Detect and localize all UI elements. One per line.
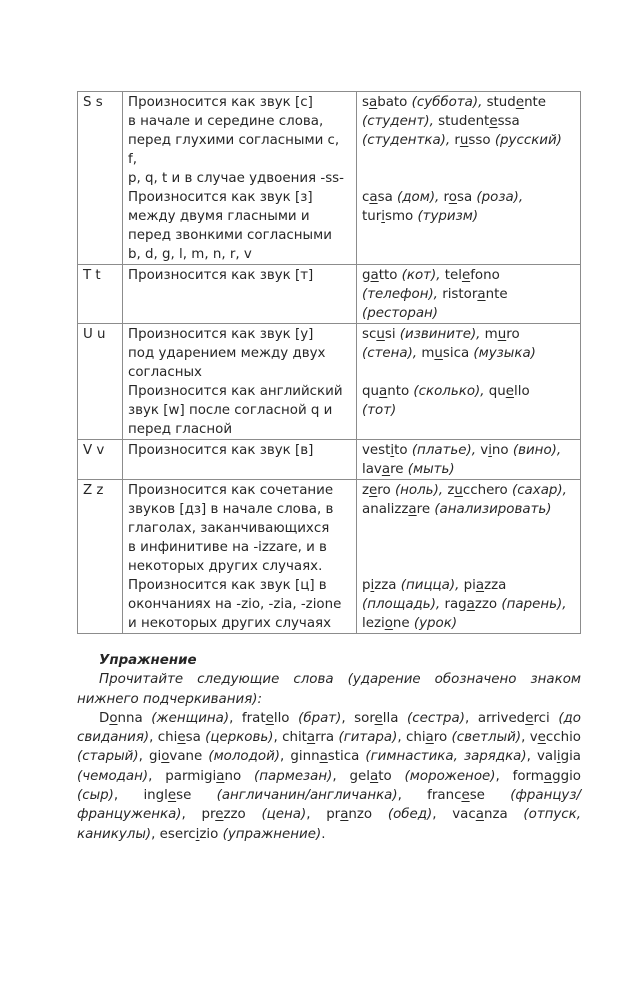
italian-word: inglese (143, 788, 192, 804)
example-line (362, 325, 575, 344)
stressed-vowel: a (425, 730, 434, 746)
example-line (362, 285, 575, 304)
stressed-vowel: a (216, 768, 225, 784)
rule-line: b, d, g, l, m, n, r, v (128, 247, 252, 262)
rule-line: звуков [дз] в начале слова, в (128, 502, 334, 517)
translation: (пицца), (396, 578, 460, 593)
italian-word: piazza (459, 578, 507, 593)
italian-word: sabato (362, 95, 408, 110)
rule-line: перед глухими согласными c, f, (128, 133, 340, 167)
examples-cell (357, 440, 581, 480)
italian-word: valigia (536, 749, 582, 765)
stressed-vowel: u (376, 327, 385, 342)
stressed-vowel: a (477, 287, 486, 302)
exercise-word: vacanza (отпуск, каникулы), (77, 807, 582, 842)
letter-cell: Z z (78, 480, 123, 634)
stressed-vowel: e (177, 730, 186, 746)
example-line (362, 460, 575, 479)
rule-line: Произносится как звук [ц] в (128, 578, 327, 593)
exercise-title: Упражнение (99, 653, 197, 668)
translation: (англичанин/англичанка) (216, 788, 398, 804)
stressed-vowel: a (475, 807, 484, 823)
translation: (сыр) (77, 788, 114, 804)
exercise-word: esercizio (упражнение). (159, 826, 326, 842)
italian-word: analizzare (362, 502, 431, 517)
italian-word: giovane (148, 749, 203, 765)
example-line (362, 401, 575, 420)
italian-word: ristorante (437, 287, 508, 302)
exercise-word: prezzo (цена), (201, 807, 327, 823)
translation: (сколько), (409, 384, 485, 399)
table-row (78, 440, 581, 480)
translation: (церковь) (205, 730, 274, 746)
italian-word: vestito (362, 443, 408, 458)
example-line (362, 382, 575, 401)
rule-line: в инфинитиве на -izzare, и в (128, 540, 327, 555)
translation: (вино), (508, 443, 562, 458)
rule-line: некоторых других случаях. (128, 559, 323, 574)
rule-line: в начале и середине слова, (128, 114, 324, 129)
italian-word: quello (484, 384, 530, 399)
translation: (стена), (362, 346, 418, 361)
exercise-word: chiesa (церковь), (157, 730, 283, 746)
stressed-vowel: e (461, 788, 470, 804)
exercise-word: valigia (чемодан), (77, 749, 582, 784)
italian-word: turismo (362, 209, 414, 224)
italian-word: muro (480, 327, 520, 342)
stressed-vowel: i (556, 749, 561, 765)
table-row (78, 265, 581, 324)
example-line (362, 500, 575, 519)
italian-word: parmigiano (165, 768, 242, 784)
exercise-word: sorella (сестра), (354, 710, 478, 726)
exercise-word: formaggio (сыр), (77, 768, 581, 804)
rule-line: звук [w] после согласной q и (128, 403, 333, 418)
stressed-vowel: i (195, 826, 200, 842)
rule-line: Произносится как звук [в] (128, 443, 314, 458)
italian-word: vino (476, 443, 509, 458)
rule-line: перед гласной (128, 422, 233, 437)
exercise-word: Donna (женщина), (99, 710, 242, 726)
translation: (обед) (387, 807, 433, 823)
stressed-vowel: a (408, 502, 417, 517)
rule-line: Произносится как сочетание (128, 483, 334, 498)
translation: (тот) (362, 403, 397, 418)
italian-word: gatto (362, 268, 398, 283)
table-row (78, 480, 581, 634)
translation: (брат) (298, 710, 342, 726)
examples-cell (357, 92, 581, 265)
stressed-vowel: u (497, 327, 507, 342)
exercise-word: chiaro (светлый), (405, 730, 530, 746)
translation: (музыка) (469, 346, 536, 361)
stressed-vowel: o (109, 710, 118, 726)
translation: (гитара) (338, 730, 398, 746)
letter-cell: U u (78, 324, 123, 440)
italian-word: musica (417, 346, 470, 361)
stressed-vowel: o (384, 616, 393, 631)
example-line (362, 188, 575, 207)
translation: (француз/француженка) (77, 788, 581, 823)
italian-word: esercizio (159, 826, 219, 842)
exercise-word: arrivederci (до свидания), (77, 710, 582, 746)
italian-word: sorella (354, 710, 399, 726)
translation: (студент), (362, 114, 434, 129)
translation: (ноль), (390, 483, 444, 498)
example-line (362, 304, 575, 323)
stressed-vowel: a (369, 768, 379, 784)
example-line (362, 344, 575, 363)
italian-word: zero (362, 483, 391, 498)
italian-word: pranzo (326, 807, 373, 823)
rule-line: Произносится как звук [с] (128, 95, 313, 110)
exercise-section (77, 651, 581, 844)
italian-word: prezzo (201, 807, 246, 823)
stressed-vowel: e (525, 710, 534, 726)
translation: (площадь), (362, 597, 441, 612)
translation: (чемодан) (77, 768, 149, 784)
rule-cell (123, 92, 357, 265)
pronunciation-table (77, 91, 581, 634)
rule-line: под ударением между двух (128, 346, 326, 361)
rule-line: Произносится как звук [т] (128, 268, 314, 283)
translation: (светлый) (451, 730, 522, 746)
table-row (78, 92, 581, 265)
rule-line: Произносится как звук [у] (128, 327, 314, 342)
italian-word: chiaro (405, 730, 448, 746)
italian-word: vecchio (529, 730, 581, 746)
italian-word: gelato (349, 768, 392, 784)
translation: (студентка), (362, 133, 451, 148)
rule-line: и некоторых других случаях (128, 616, 332, 631)
spacer (362, 557, 575, 576)
exercise-word: pranzo (обед), (326, 807, 453, 823)
italian-word: Donna (99, 710, 143, 726)
example-line (362, 481, 575, 500)
stressed-vowel: a (370, 268, 379, 283)
exercise-word: parmigiano (пармезан), (165, 768, 350, 784)
exercise-word: inglese (англичанин/англичанка), (143, 788, 428, 804)
italian-word: formaggio (512, 768, 581, 784)
stressed-vowel: u (454, 483, 463, 498)
stressed-vowel: a (475, 578, 485, 593)
stressed-vowel: e (461, 268, 471, 283)
spacer (362, 519, 575, 538)
italian-word: zucchero (443, 483, 508, 498)
stressed-vowel: e (265, 710, 274, 726)
rule-line: глаголах, заканчивающихся (128, 521, 330, 536)
translation: (старый) (77, 749, 139, 765)
translation: (до свидания) (77, 710, 582, 746)
rule-line: окончаниях на -zio, -zia, -zione (128, 597, 342, 612)
translation: (цена) (261, 807, 307, 823)
exercise-word: giovane (молодой), (148, 749, 291, 765)
rule-line: согласных (128, 365, 202, 380)
italian-word: arrivederci (477, 710, 550, 726)
stressed-vowel: a (319, 749, 328, 765)
letter-cell: T t (78, 265, 123, 324)
stressed-vowel: u (434, 346, 443, 361)
stressed-vowel: a (369, 190, 378, 205)
stressed-vowel: a (381, 462, 391, 477)
stressed-vowel: i (381, 209, 385, 224)
italian-word: chiesa (157, 730, 201, 746)
stressed-vowel: a (368, 95, 378, 110)
italian-word: quanto (362, 384, 410, 399)
italian-word: lezione (362, 616, 410, 631)
stressed-vowel: e (489, 114, 498, 129)
stressed-vowel: a (340, 807, 349, 823)
translation: (молодой) (208, 749, 281, 765)
italian-word: ragazzo (440, 597, 498, 612)
stressed-vowel: e (537, 730, 546, 746)
stressed-vowel: i (390, 443, 395, 458)
stressed-vowel: u (459, 133, 469, 148)
translation: (мыть) (403, 462, 455, 477)
rule-cell (123, 440, 357, 480)
italian-word: pizza (362, 578, 397, 593)
translation: (пармезан) (254, 768, 333, 784)
translation: (мороженое) (404, 768, 496, 784)
rule-line: перед звонкими согласными (128, 228, 332, 243)
example-line (362, 112, 575, 131)
stressed-vowel: i (488, 443, 492, 458)
translation: (женщина) (151, 710, 230, 726)
translation: (туризм) (413, 209, 479, 224)
rule-line: между двумя гласными и (128, 209, 310, 224)
stressed-vowel: e (515, 95, 525, 110)
examples-cell (357, 480, 581, 634)
example-line (362, 576, 575, 595)
exercise-word: ginnastica (гимнастика, зарядка), (290, 749, 537, 765)
translation: (извините), (395, 327, 481, 342)
translation: (гимнастика, зарядка) (365, 749, 527, 765)
translation: (сестра) (407, 710, 465, 726)
rule-line: Произносится как звук [з] (128, 190, 313, 205)
translation: (ресторан) (362, 306, 439, 321)
stressed-vowel: e (505, 384, 514, 399)
translation: (платье), (407, 443, 476, 458)
exercise-word: francese (француз/француженка), (77, 788, 581, 823)
stressed-vowel: i (370, 578, 375, 593)
italian-word: ginnastica (290, 749, 360, 765)
translation: (сахар), (507, 483, 567, 498)
examples-cell (357, 324, 581, 440)
rule-cell (123, 480, 357, 634)
rule-cell (123, 324, 357, 440)
stressed-vowel: a (306, 730, 316, 746)
italian-word: telefono (440, 268, 500, 283)
translation: (упражнение) (222, 826, 322, 842)
exercise-word: chitarra (гитара), (282, 730, 406, 746)
examples-cell (357, 265, 581, 324)
translation: (русский) (490, 133, 562, 148)
rule-line: p, q, t и в случае удвоения -ss- (128, 171, 344, 186)
italian-word: casa (362, 190, 393, 205)
exercise-word: fratello (брат), (241, 710, 355, 726)
translation: (роза), (472, 190, 524, 205)
letter-cell: V v (78, 440, 123, 480)
italian-word: rosa (439, 190, 473, 205)
translation: (телефон), (362, 287, 438, 302)
spacer (362, 150, 575, 169)
spacer (362, 363, 575, 382)
translation: (дом), (392, 190, 440, 205)
stressed-vowel: e (369, 483, 378, 498)
italian-word: studente (482, 95, 547, 110)
italian-word: russo (450, 133, 491, 148)
stressed-vowel: a (543, 768, 553, 784)
spacer (362, 538, 575, 557)
letter-cell: S s (78, 92, 123, 265)
example-line (362, 441, 575, 460)
example-line (362, 595, 575, 614)
italian-word: francese (427, 788, 485, 804)
spacer (362, 169, 575, 188)
stressed-vowel: e (374, 710, 383, 726)
stressed-vowel: a (379, 384, 388, 399)
stressed-vowel: o (161, 749, 170, 765)
italian-word: fratello (241, 710, 290, 726)
exercise-word-list (77, 709, 581, 844)
stressed-vowel: e (167, 788, 177, 804)
example-line (362, 207, 575, 226)
example-line (362, 93, 575, 112)
stressed-vowel: a (466, 597, 475, 612)
translation: (суббота), (407, 95, 483, 110)
translation: (парень), (497, 597, 567, 612)
example-line (362, 266, 575, 285)
translation: (урок) (409, 616, 458, 631)
example-line (362, 614, 575, 633)
translation: (отпуск, каникулы) (77, 807, 582, 842)
translation: (кот), (397, 268, 441, 283)
example-line (362, 131, 575, 150)
rule-cell (123, 265, 357, 324)
italian-word: studentessa (433, 114, 520, 129)
translation: (анализировать) (430, 502, 552, 517)
italian-word: scusi (362, 327, 396, 342)
table-row (78, 324, 581, 440)
italian-word: lavare (362, 462, 404, 477)
rule-line: Произносится как английский (128, 384, 343, 399)
exercise-word: vecchio (старый), (77, 730, 581, 765)
stressed-vowel: e (215, 807, 224, 823)
italian-word: chitarra (282, 730, 335, 746)
italian-word: vacanza (452, 807, 508, 823)
exercise-word: gelato (мороженое), (349, 768, 513, 784)
exercise-instruction: Прочитайте следующие слова (ударение обозначено знаком нижнего подчеркивания): (77, 672, 581, 707)
stressed-vowel: o (448, 190, 457, 205)
